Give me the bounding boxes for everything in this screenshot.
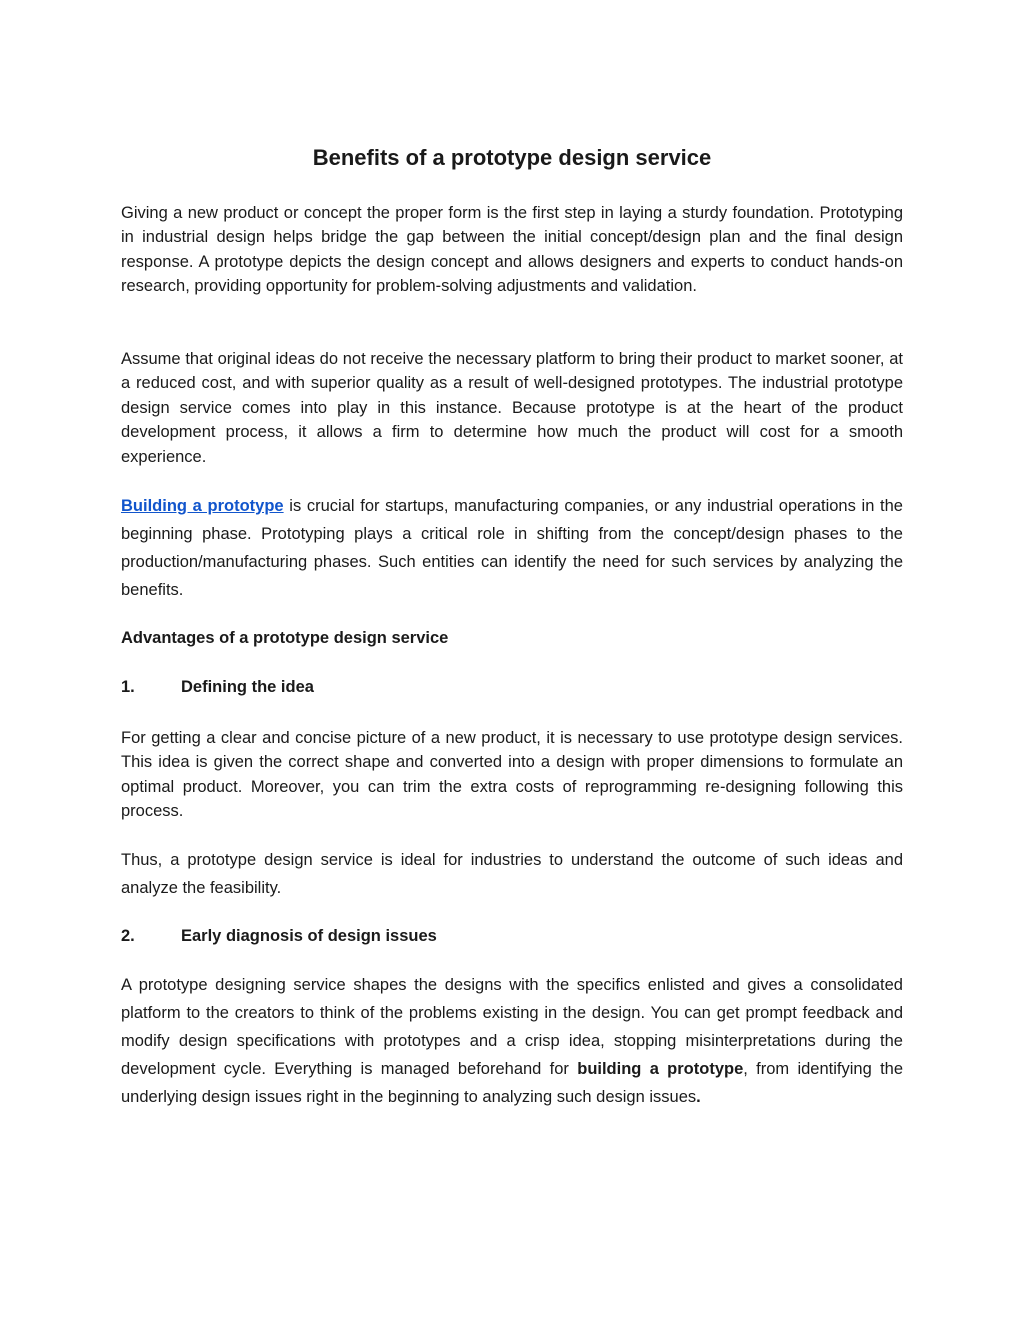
third-paragraph	[121, 492, 903, 604]
advantages-heading: Advantages of a prototype design service	[121, 629, 449, 647]
document-title: Benefits of a prototype design service	[312, 145, 712, 170]
section1-paragraph2: Thus, a prototype design service is ideal for industries to understand the outcome of such ideas and analyze the feasibility.	[121, 851, 903, 897]
second-paragraph: Assume that original ideas do not receive the necessary platform to bring their product to market sooner, at a reduced cost, and with superior quality as a result of well-designed prototypes. The industrial prototype design service comes into play in this instance. Because prototype is at the heart of the product development process, it allows a firm to determine how much the product will cost for a smooth experience.	[121, 350, 903, 466]
section2-paragraph	[121, 971, 903, 1111]
section2-number: 2.	[121, 927, 135, 945]
section2-text-after: , from identifying the underlying design issues right in the beginning to analyzing such design issues	[121, 1060, 904, 1106]
intro-paragraph: Giving a new product or concept the proper form is the first step in laying a sturdy foundation. Prototyping in industrial design helps bridge the gap between the initial concept/design plan and the final design response. A prototype depicts the design concept and allows designers and experts to conduct hands-on research, providing opportunity for problem-solving adjustments and validation.	[121, 204, 903, 296]
section1-number: 1.	[121, 678, 135, 696]
section2-bold-text: building a prototype	[577, 1060, 744, 1078]
section1-heading	[121, 675, 903, 699]
section1-heading-text: Defining the idea	[181, 678, 314, 696]
section2-heading	[121, 924, 903, 948]
section2-final-period: .	[696, 1088, 701, 1106]
section2-heading-text: Early diagnosis of design issues	[181, 927, 437, 945]
third-paragraph-text: is crucial for startups, manufacturing companies, or any industrial operations in the beginning phase. Prototyping plays a critical role in shifting from the concept/design phases to the production/manufacturing phases. Such entities can identify the need for such services by analyzing the benefits.	[121, 497, 903, 599]
building-a-prototype-link[interactable]: Building a prototype	[121, 497, 284, 515]
section2-text-before: A prototype designing service shapes the designs with the specifics enlisted and gives a consolidated platform to the creators to think of the problems existing in the design. You can get prompt feedback and modify design specifications with prototypes and a crisp idea, stopping misinterpretations during the development cycle. Everything is managed beforehand for	[121, 976, 903, 1078]
section1-paragraph1: For getting a clear and concise picture of a new product, it is necessary to use prototype design services. This idea is given the correct shape and converted into a design with proper dimensions to formulate an optimal product. Moreover, you can trim the extra costs of reprogramming re-designing following this process.	[121, 729, 903, 821]
